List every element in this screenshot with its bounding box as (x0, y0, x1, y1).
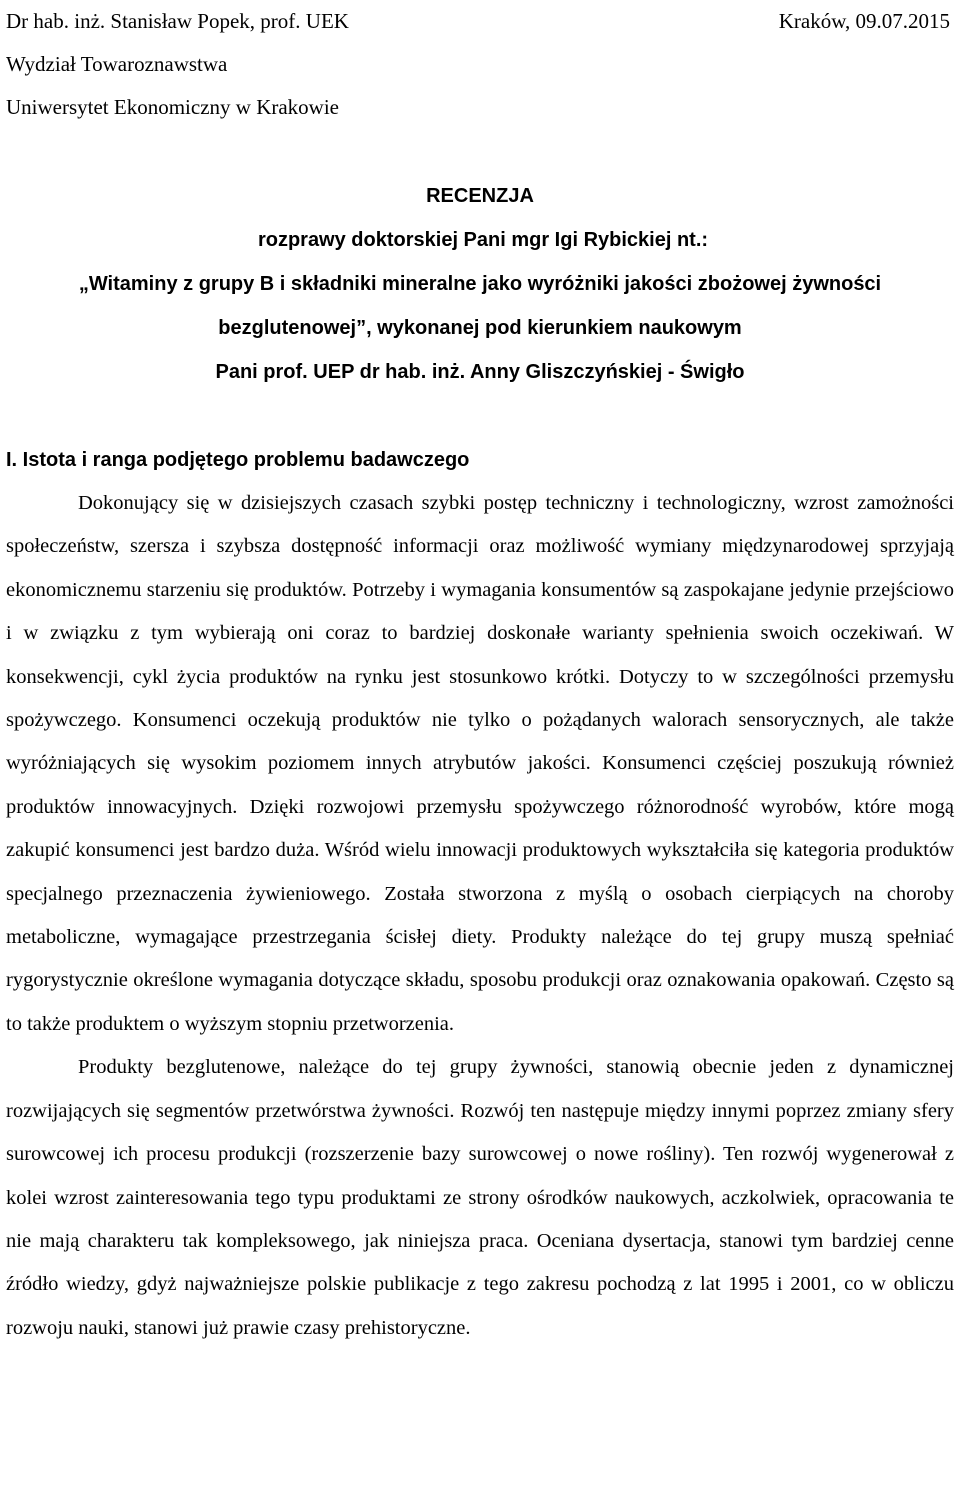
dissertation-title-line-1: „Witaminy z grupy B i składniki mineralne jako wyróżniki jakości zbożowej żywności (78, 273, 882, 295)
place-and-date: Kraków, 09.07.2015 (778, 9, 950, 33)
body-paragraph: Produkty bezglutenowe, należące do tej grupy żywności, stanowią obecnie jeden z dynamicznej rozwijających się segmentów przetwórstwa żywności. Rozwój ten następuje między innymi poprzez zmiany sfery surowcowej ich procesu produkcji (rozszerzenie bazy surowcowej o nowe rośliny). Ten rozwój wygenerował z kolei wzrost zainteresowania tego typu produktami ze strony ośrodków naukowych, aczkolwiek, opracowania te nie mają charakteru tak kompleksowego, jak niniejsza praca. Oceniana dysertacja, stanowi tym bardziej cenne źródło wiedzy, gdyż najważniejsze polskie publikacje z tego zakresu pochodzą z lat 1995 i 2001, co w obliczu rozwoju nauki, stanowi już prawie czasy prehistoryczne. (6, 1056, 954, 1339)
university-name: Uniwersytet Ekonomiczny w Krakowie (6, 95, 339, 119)
reviewer-name: Dr hab. inż. Stanisław Popek, prof. UEK (6, 9, 349, 33)
review-document (6, 0, 954, 1350)
supervisor-line: Pani prof. UEP dr hab. inż. Anny Gliszczyńskiej - Świgło (215, 361, 745, 383)
faculty-name: Wydział Towaroznawstwa (6, 52, 228, 76)
dissertation-title-line-2: bezglutenowej”, wykonanej pod kierunkiem naukowym (218, 317, 742, 339)
review-title-block (6, 174, 954, 394)
dissertation-line: rozprawy doktorskiej Pani mgr Igi Rybickiej nt.: (257, 229, 709, 251)
header-first-row (6, 0, 954, 43)
review-heading: RECENZJA (426, 185, 534, 207)
body-paragraph: Dokonujący się w dzisiejszych czasach szybki postęp techniczny i technologiczny, wzrost zamożności społeczeństw, szersza i szybsza dostępność informacji oraz możliwość wymiany międzynarodowej sprzyjają ekonomicznemu starzeniu się produktów. Potrzeby i wymagania konsumentów są zaspokajane jedynie przejściowo i w związku z tym wybierają oni coraz to bardziej doskonałe warianty spełnienia swoich oczekiwań. W konsekwencji, cykl życia produktów na rynku jest stosunkowo krótki. Dotyczy to w szczególności przemysłu spożywczego. Konsumenci oczekują produktów nie tylko o pożądanych walorach sensorycznych, ale także wyróżniających się wysokim poziomem innych atrybutów jakości. Konsumenci częściej poszukują również produktów innowacyjnych. Dzięki rozwojowi przemysłu spożywczego różnorodność wyrobów, które mogą zakupić konsumenci jest bardzo duża. Wśród wielu innowacji produktowych wykształciła się kategoria produktów specjalnego przeznaczenia żywieniowego. Została stworzona z myślą o osobach cierpiących na choroby metaboliczne, wymagające przestrzegania ścisłej diety. Produkty należące do tej grupy muszą spełniać rygorystycznie określone wymagania dotyczące składu, sposobu produkcji oraz oznakowania opakowań. Często są to także produktem o wyższym stopniu przetworzenia. (6, 492, 954, 1035)
document-header (6, 0, 954, 129)
section-heading: I. Istota i ranga podjętego problemu badawczego (6, 449, 470, 471)
